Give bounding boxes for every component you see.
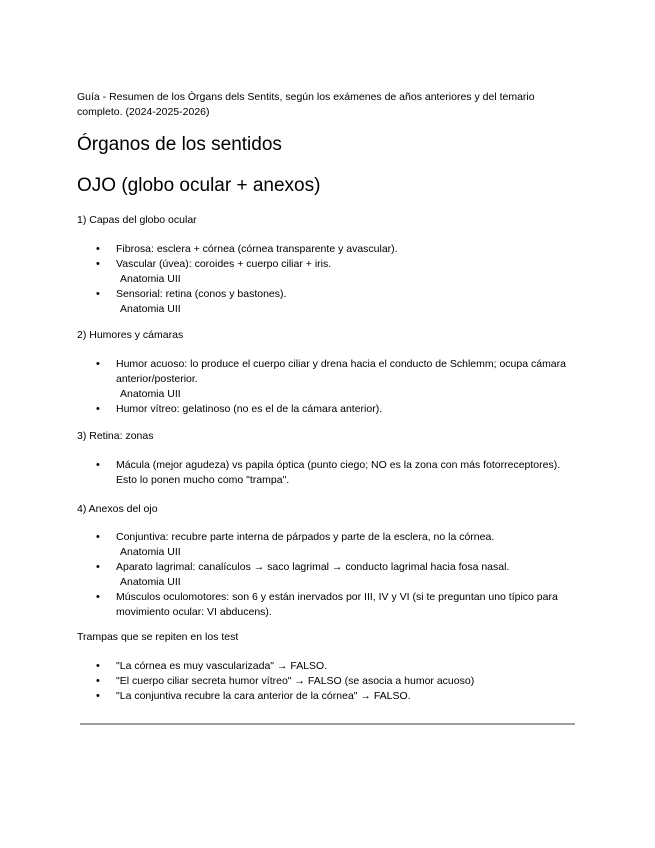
list-item-text: Humor vítreo: gelatinoso (no es el de la cámara anterior). (116, 403, 383, 415)
list-item-text: Humor acuoso: lo produce el cuerpo ciliar y drena hacia el conducto de Schlemm; ocupa cámara anterior/posterior. (116, 358, 566, 385)
section-1-title: 1) Capas del globo ocular (77, 214, 197, 226)
traps-title: Trampas que se repiten en los test (77, 631, 239, 643)
horizontal-divider (80, 723, 575, 725)
list-item-text: Sensorial: retina (conos y bastones). (116, 288, 287, 300)
list-item (77, 287, 582, 317)
section-2-title: 2) Humores y cámaras (77, 329, 184, 341)
list-item-reference: Anatomia UII (120, 388, 181, 400)
list-item (77, 590, 582, 620)
traps-list (77, 659, 582, 704)
list-item-text: Músculos oculomotores: son 6 y están inervados por III, IV y VI (si te preguntan uno típico para movimiento ocular: VI abducens). (116, 591, 558, 618)
section-3-title: 3) Retina: zonas (77, 430, 154, 442)
list-item-text: Conjuntiva: recubre parte interna de párpados y parte de la esclera, no la córnea. (116, 531, 495, 543)
section-2-list (77, 357, 582, 417)
list-item-text: "El cuerpo ciliar secreta humor vítreo" → FALSO (se asocia a humor acuoso) (116, 675, 475, 687)
list-item (77, 659, 582, 674)
list-item-text: Vascular (úvea): coroides + cuerpo ciliar + iris. (116, 258, 332, 270)
intro-paragraph: Guía - Resumen de los Òrgans dels Sentits, según los exámenes de años anteriores y del temario completo. (2024-2025-2026) (77, 91, 535, 118)
section-3-list (77, 458, 582, 488)
list-item (77, 530, 582, 560)
list-item-reference: Anatomia UII (120, 273, 181, 285)
page-title: Órganos de los sentidos (77, 134, 282, 155)
list-item (77, 689, 582, 704)
list-item (77, 257, 582, 287)
list-item (77, 560, 582, 590)
list-item-text: Fibrosa: esclera + córnea (córnea transparente y avascular). (116, 243, 398, 255)
list-item (77, 458, 582, 488)
list-item-text: Aparato lagrimal: canalículos → saco lagrimal → conducto lagrimal hacia fosa nasal. (116, 561, 510, 573)
page-subtitle: OJO (globo ocular + anexos) (77, 175, 321, 196)
list-item-text: Mácula (mejor agudeza) vs papila óptica (punto ciego; NO es la zona con más fotorreceptores). Esto lo ponen mucho como "trampa". (116, 459, 561, 486)
list-item (77, 357, 582, 402)
section-4-title: 4) Anexos del ojo (77, 503, 158, 515)
list-item (77, 402, 582, 417)
list-item (77, 242, 582, 257)
section-1-list (77, 242, 582, 317)
list-item-text: "La conjuntiva recubre la cara anterior de la córnea" → FALSO. (116, 690, 411, 702)
list-item-text: "La córnea es muy vascularizada" → FALSO. (116, 660, 328, 672)
list-item-reference: Anatomia UII (120, 576, 181, 588)
list-item (77, 674, 582, 689)
list-item-reference: Anatomia UII (120, 303, 181, 315)
list-item-reference: Anatomia UII (120, 546, 181, 558)
section-4-list (77, 530, 582, 620)
